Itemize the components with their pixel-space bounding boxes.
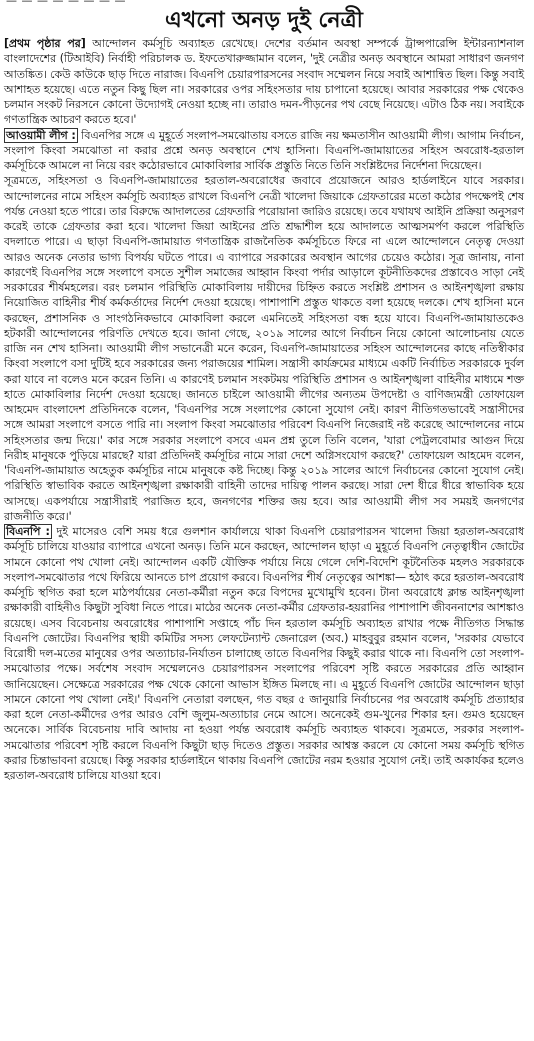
headline: এখনো অনড় দুই নেত্রী — [165, 8, 363, 33]
cut-off-top-text: — — — — — — — — — [6, 0, 126, 7]
awami-paragraph-2 — [4, 173, 524, 524]
bnp-section-label: বিএনপি : — [6, 525, 50, 538]
awami-text-2: সূত্রমতে, সহিংসতা ও বিএনপি-জামায়াতের হরতাল-অবরোধের জবাবে প্রয়োজনে আরও হার্ডলাইনে যাবে সরকার। আন্দোলনের নামে সহিংস কর্মসূচি অব্যাহত রাখলে বিএনপি নেত্রী খালেদা জিয়াকে গ্রেফতারের মতো কঠোর পদক্ষেপই শেষ পর্যন্ত নেওয়া হতে পারে। তার বিরুদ্ধে আদালতের গ্রেফতারি পরোয়ানা জারিও রয়েছে। তবে যথাযথ আইনি প্রক্রিয়া অনুসরণ করেই তাকে গ্রেফতার করা হবে। খালেদা জিয়া আইনের প্রতি শ্রদ্ধাশীল হয়ে আদালতে আত্মসমর্পণ করলে পরিস্থিতি বদলাতে পারে। এ ছাড়া বিএনপি-জামায়াত গণতান্ত্রিক রাজনৈতিক কর্মসূচিতে ফিরে না এলে আন্দোলনে নেতৃত্ব দেওয়া আরও অনেক নেতার ভাগ্য বিপর্যয় ঘটতে পারে। এ ব্যাপারে সরকারের অবস্থান আগের চেয়েও কঠোর। সূত্র জানায়, নানা কারণেই বিএনপির সঙ্গে সংলাপে বসতে সুশীল সমাজের আহ্বান কিংবা পর্দার আড়ালে কূটনীতিকদের প্রস্তাবেও সাড়া নেই সরকারের শীর্ষমহলের। বরং চলমান পরিস্থিতি মোকাবিলায় দায়ীদের চিহ্নিত করতে সংশ্লিষ্ট প্রশাসন ও আইনশৃঙ্খলা রক্ষায় নিয়োজিত বাহিনীর শীর্ষ কর্মকর্তাদের নির্দেশ দেওয়া হয়েছে। পাশাপাশি প্রস্তুত থাকতে বলা হয়েছে দলকে। শেখ হাসিনা মনে করছেন, প্রশাসনিক ও সাংগঠনিকভাবে মোকাবিলা করলে এমনিতেই সহিংসতা বন্ধ হয়ে যাবে। বিএনপি-জামায়াতকেও হটকারী আন্দোলনের পরিণতি দেখতে হবে। জানা গেছে, ২০১৯ সালের আগে নির্বাচন নিয়ে কোনো আলোচনায় যেতে রাজি নন শেখ হাসিনা। আওয়ামী লীগ সভানেত্রী মনে করেন, বিএনপি-জামায়াতের সহিংস আন্দোলনের কাছে নতিস্বীকার কিংবা সংলাপে বসা দুটিই হবে সরকারের জন্য পরাজয়ের শামিল। সন্ত্রাসী কার্যক্রমের মাধ্যমে একটি নির্বাচিত সরকারকে দুর্বল করা যাবে না বলেও মনে করেন তিনি। এ কারণেই চলমান সংকটময় পরিস্থিতি প্রশাসন ও আইনশৃঙ্খলা বাহিনীর মাধ্যমে শক্ত হাতে মোকাবিলার নির্দেশ দেওয়া হয়েছে। জানতে চাইলে আওয়ামী লীগের অন্যতম উপদেষ্টা ও বাণিজ্যমন্ত্রী তোফায়েল আহমেদ বাংলাদেশ প্রতিদিনকে বলেন, 'বিএনপির সঙ্গে সংলাপের কোনো সুযোগ নেই। কারণ নীতিগতভাবেই সন্ত্রাসীদের সঙ্গে আমরা সংলাপে বসতে পারি না। সংলাপ কিংবা সমঝোতার পরিবেশ বিএনপি নিজেরাই নষ্ট করেছে আন্দোলনের নামে সহিংসতার জন্ম দিয়ে।' কার সঙ্গে সরকার সংলাপে বসবে এমন প্রশ্ন তুলে তিনি বলেন, 'যারা পেট্রলবোমার আগুন দিয়ে নিরীহ মানুষকে পুড়িয়ে মারছে? যারা প্রতিদিনই কর্মসূচির নামে সারা দেশে অগ্নিসংযোগ করছে?' তোফায়েল আহমেদ বলেন, 'বিএনপি-জামায়াত অহেতুক কর্মসূচির নামে মানুষকে কষ্ট দিচ্ছে। কিন্তু ২০১৯ সালের আগে নির্বাচনের কোনো সুযোগ নেই। পরিস্থিতি স্বাভাবিক করতে আইনশৃঙ্খলা রক্ষাকারী বাহিনী তাদের দায়িত্ব পালন করছে। সারা দেশ ধীরে ধীরে স্বাভাবিক হয়ে আসছে। একপর্যায়ে সন্ত্রাসীরাই পরাজিত হবে, জনগণের শক্তির জয় হবে। আর আওয়ামী লীগ সব সময়ই জনগণের রাজনীতি করে।' — [4, 174, 524, 523]
awami-text-1: বিএনপির সঙ্গে এ মুহূর্তে সংলাপ-সমঝোতায় বসতে রাজি নয় ক্ষমতাসীন আওয়ামী লীগ। আগাম নির্বাচন, সংলাপ কিংবা সমঝোতা না করার প্রশ্নে অনড় অবস্থানে শেখ হাসিনা। বিএনপি-জামায়াতের সহিংস অবরোধ-হরতাল কর্মসূচিকে আমলে না নিয়ে বরং কঠোরভাবে মোকাবিলার সার্বিক প্রস্তুতি নিতে তিনি সংশ্লিষ্টদের নির্দেশনা দিয়েছেন। — [4, 128, 524, 172]
awami-section-label: আওয়ামী লীগ : — [6, 128, 76, 142]
article-body — [4, 36, 524, 783]
awami-paragraph-1 — [4, 128, 524, 174]
bnp-text-1: দুই মাসেরও বেশি সময় ধরে গুলশান কার্যালয়ে থাকা বিএনপি চেয়ারপারসন খালেদা জিয়া হরতাল-অবরোধ কর্মসূচি চালিয়ে যাওয়ার ব্যাপারে এখনো অনড়। তিনি মনে করছেন, আন্দোলন ছাড়া এ মুহূর্তে বিএনপি নেতৃত্বাধীন জোটের সামনে কোনো পথ খোলা নেই। আন্দোলন একটি যৌক্তিক পর্যায়ে নিয়ে গেলে দেশি-বিদেশি কূটনৈতিক মহলও সরকারকে সংলাপ-সমঝোতার পথে ফিরিয়ে আনতে চাপ প্রয়োগ করবে। বিএনপির শীর্ষ নেতৃত্বের আশঙ্কা— হঠাৎ করে হরতাল-অবরোধ কর্মসূচি স্থগিত করা হলে মাঠপর্যায়ের নেতা-কর্মীরা নতুন করে বিপদের মুখোমুখি হবেন। টানা অবরোধে ক্লান্ত আইনশৃঙ্খলা রক্ষাকারী বাহিনীও কিছুটা সুবিধা নিতে পারে। মাঠের অনেক নেতা-কর্মীর গ্রেফতার-হয়রানির পাশাপাশি জীবননাশের আশঙ্কাও রয়েছে। এসব বিবেচনায় অবরোধের পাশাপাশি সপ্তাহে পাঁচ দিন হরতাল কর্মসূচি অব্যাহত রাখার পক্ষে নীতিগত সিদ্ধান্ত বিএনপি জোটের। বিএনপির স্থায়ী কমিটির সদস্য লেফটেন্যান্ট জেনারেল (অব.) মাহবুবুর রহমান বলেন, 'সরকার যেভাবে বিরোধী দল-মতের মানুষের ওপর অত্যাচার-নির্যাতন চালাচ্ছে তাতে বিএনপির কিছুই করার থাকে না। বিএনপি তো সংলাপ-সমঝোতার পক্ষে। সর্বশেষ সংবাদ সম্মেলনেও চেয়ারপারসন সংলাপের পরিবেশ সৃষ্টি করতে সরকারের প্রতি আহ্বান জানিয়েছেন। সেক্ষেত্রে সরকারের পক্ষ থেকে কোনো আভাস ইঙ্গিত মিলছে না। এ মুহূর্তে বিএনপি জোটের আন্দোলন ছাড়া সামনে কোনো পথ খোলা নেই।' বিএনপি নেতারা বলছেন, গত বছর ৫ জানুয়ারি নির্বাচনের পর অবরোধ কর্মসূচি প্রত্যাহার করা হলে নেতা-কর্মীদের ওপর আরও বেশি জুলুম-অত্যাচার নেমে আসে। অনেকেই গুম-খুনের শিকার হন। গুমও হয়েছেন অনেকে। সার্বিক বিবেচনায় দাবি আদায় না হওয়া পর্যন্ত অবরোধ কর্মসূচি অব্যাহত থাকবে। সূত্রমতে, সরকার সংলাপ-সমঝোতার পরিবেশ সৃষ্টি করলে বিএনপি কিছুটা ছাড় দিতেও প্রস্তুত। সরকার আশ্বস্ত করলে যে কোনো সময় কর্মসূচি স্থগিত করার চিন্তাভাবনা রয়েছে। কিন্তু সরকার হার্ডলাইনে থাকায় বিএনপি জোটের নরম হওয়ার সুযোগ নেই। তাই অকার্যকর হলেও হরতাল-অবরোধ চালিয়ে যাওয়া হবে। — [4, 525, 524, 782]
lead-text: আন্দোলন কর্মসূচি অব্যাহত রেখেছে। দেশের বর্তমান অবস্থা সম্পর্কে ট্রান্সপারেন্সি ইন্টারন্যাশনাল বাংলাদেশের (টিআইবি) নির্বাহী পরিচালক ড. ইফতেখারুজ্জামান বলেন, 'দুই নেত্রীর অনড় অবস্থানে আমরা সাধারণ জনগণ আতঙ্কিত। কেউ কাউকে ছাড় দিতে নারাজ। বিএনপি চেয়ারপারসনের সংবাদ সম্মেলন নিয়ে সবাই আশান্বিত ছিল। কিন্তু সবাই আশাহত হয়েছে। এতে নতুন কিছু ছিল না। সরকারের ওপর সহিংসতার দায় চাপানো হয়েছে। আবার সরকারের পক্ষ থেকেও চলমান সংকট নিরসনে কোনো উদ্যোগই নেওয়া হচ্ছে না। তারাও দমন-পীড়নের পথ বেছে নিয়েছে। এটাও ঠিক নয়। সবাইকে গণতান্ত্রিক আচরণ করতে হবে।' — [4, 37, 524, 127]
bnp-paragraph-1 — [4, 524, 524, 783]
lead-paragraph — [4, 36, 524, 128]
continuation-label: [প্রথম পৃষ্ঠার পর] — [4, 37, 86, 50]
